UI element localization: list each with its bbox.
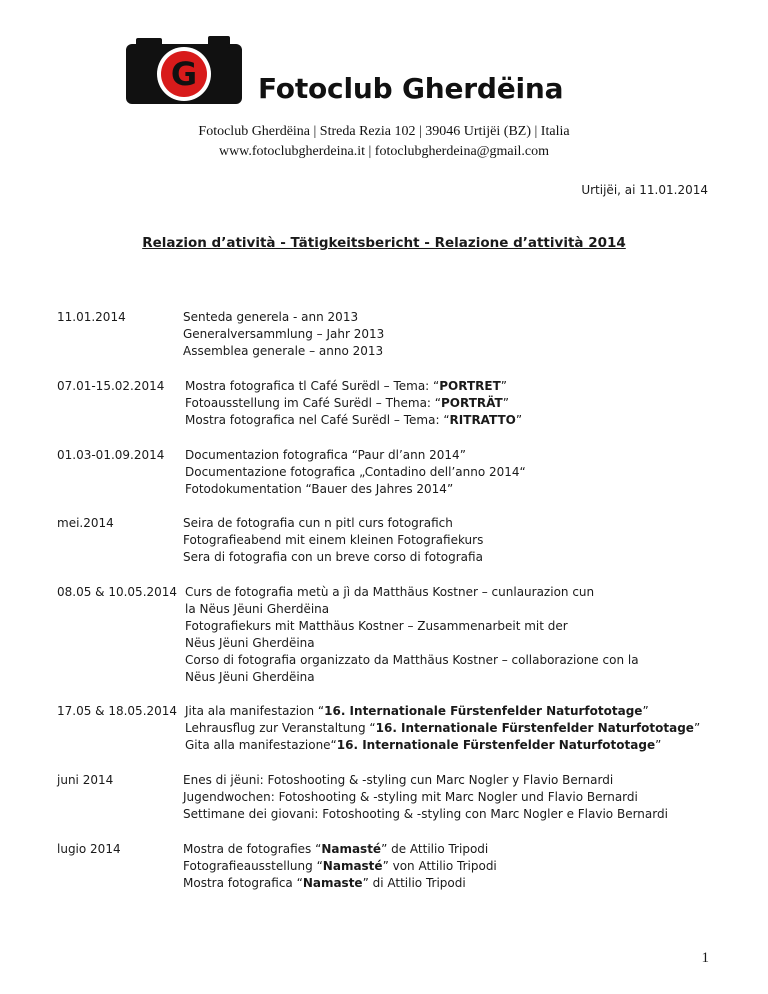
activity-line: Senteda generela - ann 2013 bbox=[183, 310, 359, 324]
report-title: Relazion d’atività - Tätigkeitsbericht - Relazione d’attività 2014 bbox=[142, 235, 626, 251]
highlighted-text: PORTRÄT bbox=[441, 396, 503, 410]
web-line: www.fotoclubgherdeina.it | fotoclubgherdeina@gmail.com bbox=[218, 144, 550, 159]
activity-description bbox=[185, 447, 745, 498]
activity-line: Lehrausflug zur Veranstaltung “16. Internationale Fürstenfelder Naturfototage” bbox=[185, 721, 701, 735]
highlighted-text: 16. Internationale Fürstenfelder Naturfototage bbox=[324, 704, 643, 718]
place-date: Urtijëi, ai 11.01.2014 bbox=[581, 183, 708, 197]
activity-line: la Nëus Jëuni Gherdëina bbox=[185, 602, 330, 616]
activity-line: Mostra de fotografies “Namasté” de Attilio Tripodi bbox=[183, 842, 489, 856]
activity-line: Nëus Jëuni Gherdëina bbox=[185, 670, 315, 684]
highlighted-text: Namasté bbox=[322, 859, 383, 873]
activity-description bbox=[183, 841, 743, 892]
activity-line: Settimane dei giovani: Fotoshooting & -styling con Marc Nogler e Flavio Bernardi bbox=[183, 807, 668, 821]
activity-line: Jita ala manifestazion “16. Internationale Fürstenfelder Naturfototage” bbox=[185, 704, 649, 718]
activity-date: lugio 2014 bbox=[57, 842, 121, 856]
activity-line: Mostra fotografica tl Café Surëdl – Tema: “PORTRET” bbox=[185, 379, 507, 393]
activity-line: Curs de fotografia metù a jì da Matthäus Kostner – cunlaurazion cun bbox=[185, 585, 595, 599]
page-number: 1 bbox=[701, 950, 709, 966]
activity-date: juni 2014 bbox=[57, 773, 114, 787]
highlighted-text: 16. Internationale Fürstenfelder Naturfototage bbox=[375, 721, 694, 735]
address-line: Fotoclub Gherdëina | Streda Rezia 102 | 39046 Urtijëi (BZ) | Italia bbox=[198, 124, 570, 139]
highlighted-text: Namaste bbox=[302, 876, 363, 890]
activity-description bbox=[183, 309, 743, 360]
activity-date: 01.03-01.09.2014 bbox=[57, 448, 165, 462]
activity-date: 11.01.2014 bbox=[57, 310, 126, 324]
activity-description bbox=[183, 772, 743, 823]
activity-description bbox=[185, 584, 745, 686]
activity-description bbox=[183, 515, 743, 566]
activity-line: Mostra fotografica “Namaste” di Attilio Tripodi bbox=[183, 876, 466, 890]
activity-description bbox=[185, 378, 745, 429]
activity-date: 07.01-15.02.2014 bbox=[57, 379, 165, 393]
activity-line: Generalversammlung – Jahr 2013 bbox=[183, 327, 385, 341]
camera-logo-icon bbox=[126, 36, 242, 104]
activity-line: Documentazione fotografica „Contadino dell’anno 2014“ bbox=[185, 465, 526, 479]
activity-date: 17.05 & 18.05.2014 bbox=[57, 704, 178, 718]
activity-line: Fotoausstellung im Café Surëdl – Thema: “PORTRÄT” bbox=[185, 396, 509, 410]
highlighted-text: PORTRET bbox=[439, 379, 501, 393]
activity-line: Gita alla manifestazione“16. Internationale Fürstenfelder Naturfototage” bbox=[185, 738, 662, 752]
activity-line: Nëus Jëuni Gherdëina bbox=[185, 636, 315, 650]
activity-line: Fotografiekurs mit Matthäus Kostner – Zusammenarbeit mit der bbox=[185, 619, 568, 633]
activity-line: Fotografieausstellung “Namasté” von Attilio Tripodi bbox=[183, 859, 497, 873]
club-name: Fotoclub Gherdëina bbox=[258, 72, 564, 105]
activity-line: Documentazion fotografica “Paur dl’ann 2014” bbox=[185, 448, 466, 462]
logo-letter: G bbox=[170, 55, 198, 93]
activity-line: Sera di fotografia con un breve corso di fotografia bbox=[183, 550, 483, 564]
activity-line: Fotografieabend mit einem kleinen Fotografiekurs bbox=[183, 533, 484, 547]
highlighted-text: RITRATTO bbox=[449, 413, 516, 427]
activity-description bbox=[185, 703, 745, 754]
highlighted-text: 16. Internationale Fürstenfelder Naturfototage bbox=[336, 738, 656, 752]
activity-line: Seira de fotografia cun n pitl curs fotografich bbox=[183, 516, 453, 530]
activity-line: Mostra fotografica nel Café Surëdl – Tema: “RITRATTO” bbox=[185, 413, 523, 427]
activity-line: Fotodokumentation “Bauer des Jahres 2014” bbox=[185, 482, 454, 496]
activity-line: Enes di jëuni: Fotoshooting & -styling cun Marc Nogler y Flavio Bernardi bbox=[183, 773, 614, 787]
activity-date: 08.05 & 10.05.2014 bbox=[57, 585, 178, 599]
activity-date: mei.2014 bbox=[57, 516, 114, 530]
activity-line: Corso di fotografia organizzato da Matthäus Kostner – collaborazione con la bbox=[185, 653, 639, 667]
highlighted-text: Namasté bbox=[321, 842, 382, 856]
activity-line: Assemblea generale – anno 2013 bbox=[183, 344, 384, 358]
activity-line: Jugendwochen: Fotoshooting & -styling mit Marc Nogler und Flavio Bernardi bbox=[183, 790, 638, 804]
